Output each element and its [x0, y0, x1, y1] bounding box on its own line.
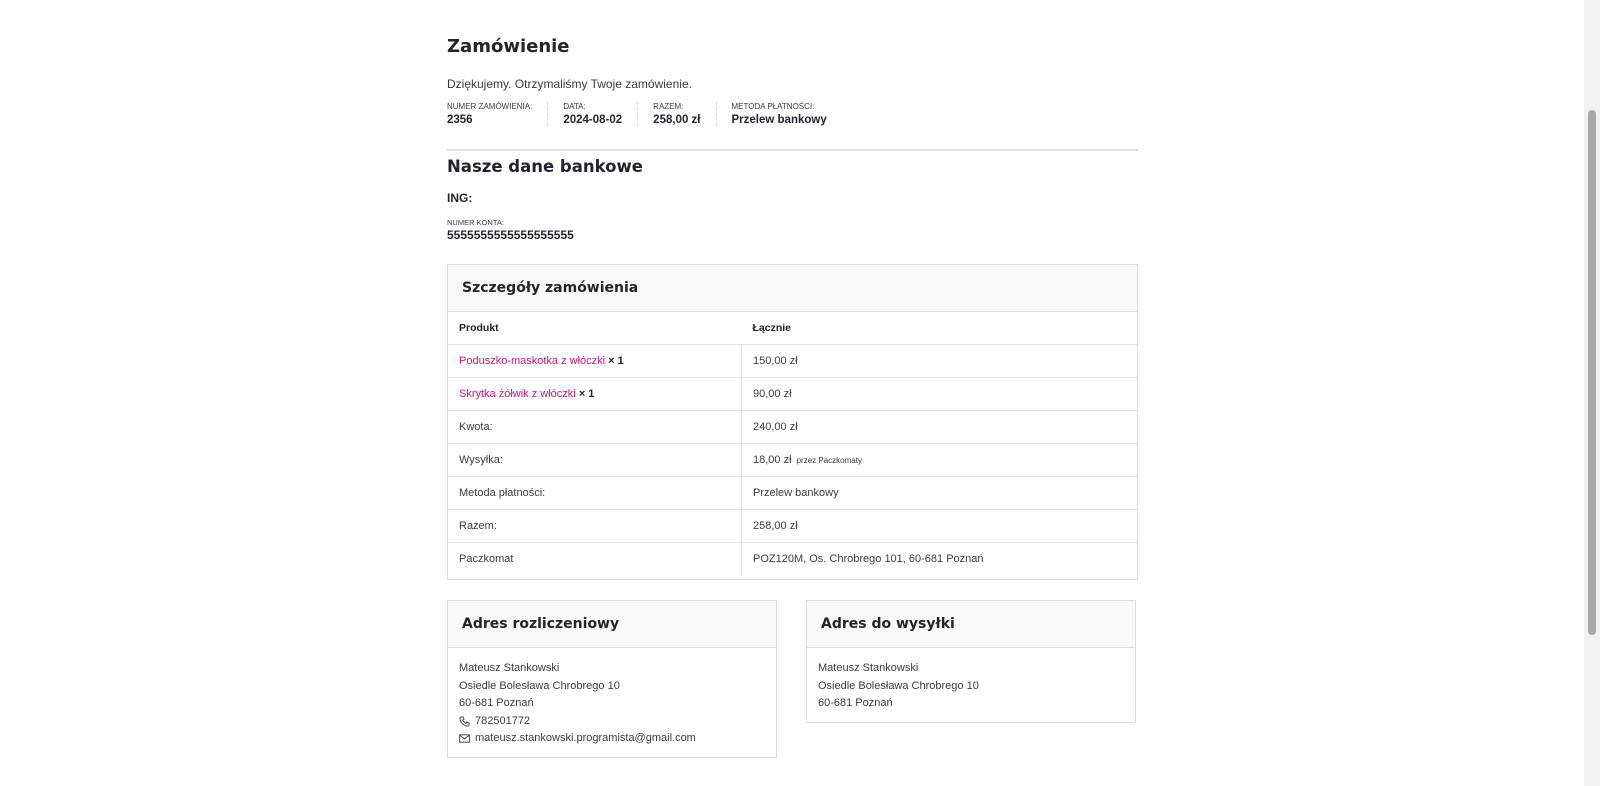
phone-icon — [459, 716, 470, 727]
billing-address-header — [448, 601, 776, 648]
payment-method-label: Metoda płatności: — [448, 477, 742, 510]
table-row — [448, 411, 1137, 444]
page-title: Zamówienie — [447, 36, 570, 57]
shipping-address-box — [806, 600, 1136, 723]
order-details-table — [448, 312, 1137, 575]
billing-phone: 782501772 — [475, 714, 531, 727]
billing-address — [448, 648, 776, 748]
overview-date — [563, 102, 638, 126]
shipping-label: Wysyłka: — [448, 444, 742, 477]
subtotal-value: 240,00 zł — [753, 421, 798, 433]
parcel-locker-value: POZ120M, Os. Chrobrego 101, 60-681 Poznań — [753, 553, 984, 565]
billing-street: Osiedle Bolesława Chrobrego 10 — [459, 679, 620, 692]
order-details-title: Szczegóły zamówienia — [462, 280, 639, 296]
shipping-address — [807, 648, 1135, 713]
bank-name: ING: — [447, 191, 473, 205]
shipping-street: Osiedle Bolesława Chrobrego 10 — [818, 679, 979, 692]
billing-city: 60-681 Poznań — [459, 697, 534, 709]
overview-value: 2024-08-02 — [563, 114, 623, 126]
column-header-total: Łącznie — [752, 322, 792, 334]
order-details-box — [447, 264, 1138, 580]
billing-email-line — [459, 730, 765, 748]
shipping-value: 18,00 zł — [753, 454, 792, 466]
shipping-address-header — [807, 601, 1135, 648]
product-total: 90,00 zł — [753, 388, 792, 400]
billing-phone-line — [459, 713, 765, 731]
scrollbar-thumb[interactable] — [1588, 110, 1596, 635]
billing-address-title: Adres rozliczeniowy — [462, 616, 620, 632]
product-quantity: × 1 — [608, 355, 624, 367]
billing-name: Mateusz Stankowski — [459, 662, 560, 674]
table-header-row — [448, 312, 1137, 345]
order-details-header — [448, 265, 1137, 312]
product-cell — [448, 345, 742, 378]
shipping-city: 60-681 Poznań — [818, 697, 893, 709]
overview-payment-method — [732, 102, 842, 126]
order-overview — [447, 102, 857, 126]
billing-address-box — [447, 600, 777, 758]
product-total: 150,00 zł — [753, 355, 798, 367]
overview-label: RAZEM: — [653, 102, 684, 111]
account-number: 5555555555555555555 — [447, 228, 574, 242]
overview-order-number — [447, 102, 548, 126]
overview-value: Przelew bankowy — [731, 114, 827, 126]
overview-value: 2356 — [447, 114, 473, 126]
bank-details-title: Nasze dane bankowe — [447, 157, 643, 176]
vertical-scrollbar[interactable] — [1584, 0, 1600, 786]
table-row — [448, 345, 1137, 378]
overview-label: METODA PŁATNOŚCI: — [731, 102, 815, 111]
product-link[interactable]: Skrytka żółwik z włóczki — [459, 388, 576, 400]
subtotal-label: Kwota: — [448, 411, 742, 444]
product-quantity: × 1 — [578, 388, 595, 400]
billing-email: mateusz.stankowski.programista@gmail.com — [475, 732, 696, 744]
table-row — [448, 543, 1137, 576]
column-header-product: Produkt — [459, 322, 499, 334]
overview-label: NUMER ZAMÓWIENIA: — [447, 102, 533, 111]
payment-method-value: Przelew bankowy — [753, 487, 839, 499]
overview-value: 258,00 zł — [653, 114, 701, 126]
table-row — [448, 378, 1137, 411]
total-value: 258,00 zł — [753, 520, 798, 532]
parcel-locker-label: Paczkomat — [448, 543, 742, 576]
shipping-name: Mateusz Stankowski — [818, 662, 919, 674]
overview-total — [653, 102, 716, 126]
envelope-icon — [459, 733, 470, 744]
account-number-label: NUMER KONTA: — [447, 218, 504, 227]
shipping-cell — [742, 444, 1138, 477]
shipping-address-title: Adres do wysyłki — [821, 616, 955, 632]
shipping-method: przez Paczkomaty — [796, 456, 862, 465]
table-row — [448, 444, 1137, 477]
thank-you-message: Dziękujemy. Otrzymaliśmy Twoje zamówienie. — [447, 77, 692, 91]
divider — [447, 149, 1138, 151]
product-link[interactable]: Poduszko-maskotka z włóczki — [459, 355, 606, 367]
table-row — [448, 477, 1137, 510]
total-label: Razem: — [448, 510, 742, 543]
overview-label: DATA: — [563, 102, 586, 111]
table-row — [448, 510, 1137, 543]
product-cell — [448, 378, 742, 411]
